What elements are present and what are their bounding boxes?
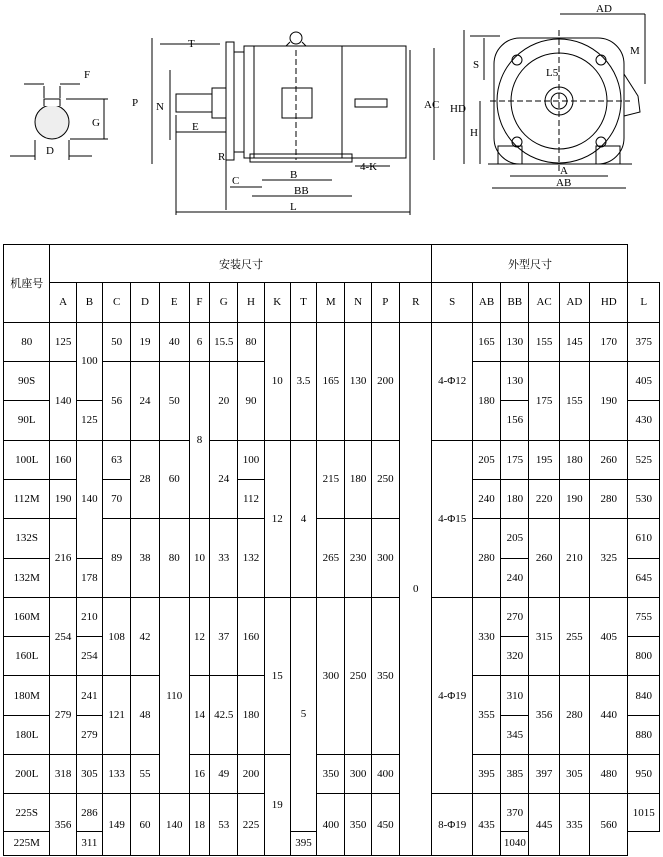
cell-D: 48 — [131, 676, 159, 755]
cell-K: 12 — [264, 440, 290, 597]
cell-AB: 240 — [472, 479, 500, 518]
cell-AB: 435 — [472, 794, 500, 856]
dim-label-B: B — [290, 169, 298, 181]
cell-A: 254 — [50, 597, 76, 676]
cell-AB: 165 — [472, 322, 500, 361]
cell-AD: 335 — [559, 794, 589, 856]
cell-D: 42 — [131, 597, 159, 676]
cell-C: 50 — [103, 322, 131, 361]
cell-E: 40 — [159, 322, 189, 361]
cell-B: 178 — [76, 558, 102, 597]
cell-AC: 260 — [529, 519, 559, 598]
cell-BB: 270 — [501, 597, 529, 636]
cell-G: 24 — [210, 440, 238, 519]
cell-F: 8 — [189, 361, 209, 518]
dim-label-L: L — [290, 201, 297, 213]
cell-K: 15 — [264, 597, 290, 754]
cell-L: 755 — [628, 597, 660, 636]
frame-cell: 200L — [4, 755, 50, 794]
cell-H: 200 — [238, 755, 264, 794]
cell-AD: 280 — [559, 676, 589, 755]
cell-N: 230 — [345, 519, 371, 598]
cell-HD: 260 — [590, 440, 628, 479]
cell-A: 140 — [50, 361, 76, 440]
dim-label-M: M — [630, 45, 640, 57]
cell-L: 880 — [628, 715, 660, 754]
cell-C: 56 — [103, 361, 131, 440]
cell-N: 350 — [345, 794, 371, 856]
cell-A: 279 — [50, 676, 76, 755]
cell-B: 125 — [76, 401, 102, 440]
cell-H: 132 — [238, 519, 264, 598]
cell-T: 4 — [290, 440, 316, 597]
cell-A: 318 — [50, 755, 76, 794]
cell-AC: 220 — [529, 479, 559, 518]
cell-BB: 385 — [501, 755, 529, 794]
motor-dimension-drawing — [0, 0, 663, 236]
cell-P: 250 — [371, 440, 399, 519]
cell-T: 3.5 — [290, 322, 316, 440]
cell-P: 300 — [371, 519, 399, 598]
cell-S: 8-Φ19 — [432, 794, 472, 856]
cell-C: 133 — [103, 755, 131, 794]
cell-S: 4-Φ15 — [432, 440, 472, 597]
cell-H: 90 — [238, 361, 264, 440]
cell-D: 55 — [131, 755, 159, 794]
col-header-K: K — [264, 283, 290, 322]
cell-H: 112 — [238, 479, 264, 518]
cell-M: 165 — [317, 322, 345, 440]
cell-BB: 310 — [501, 676, 529, 715]
cell-BB: 320 — [501, 637, 529, 676]
dim-label-D: D — [46, 145, 54, 157]
cell-D: 19 — [131, 322, 159, 361]
cell-L: 530 — [628, 479, 660, 518]
cell-AD: 305 — [559, 755, 589, 794]
col-header-AD: AD — [559, 283, 589, 322]
cell-D: 38 — [131, 519, 159, 598]
cell-AC: 397 — [529, 755, 559, 794]
cell-BB: 156 — [501, 401, 529, 440]
cell-AD: 210 — [559, 519, 589, 598]
cell-G: 49 — [210, 755, 238, 794]
cell-AD: 145 — [559, 322, 589, 361]
frame-size-header: 机座号 — [4, 245, 50, 323]
cell-A: 190 — [50, 479, 76, 518]
table-row — [4, 794, 660, 831]
dim-label-4K: 4-K — [360, 161, 378, 173]
cell-G: 42.5 — [210, 676, 238, 755]
frame-cell: 160L — [4, 637, 50, 676]
col-header-P: P — [371, 283, 399, 322]
cell-AB: 205 — [472, 440, 500, 479]
cell-N: 130 — [345, 322, 371, 440]
cell-F: 12 — [189, 597, 209, 676]
cell-B: 305 — [76, 755, 102, 794]
cell-AB: 330 — [472, 597, 500, 676]
col-header-F: F — [189, 283, 209, 322]
col-header-D: D — [131, 283, 159, 322]
cell-P: 400 — [371, 755, 399, 794]
cell-K: 19 — [264, 755, 290, 856]
cell-AC: 315 — [529, 597, 559, 676]
cell-E: 80 — [159, 519, 189, 598]
cell-B: 210 — [76, 597, 102, 636]
install-dimensions-header: 安装尺寸 — [50, 245, 432, 283]
col-header-S: S — [432, 283, 472, 322]
cell-AC: 175 — [529, 361, 559, 440]
cell-N: 180 — [345, 440, 371, 519]
cell-M: 265 — [317, 519, 345, 598]
cell-HD: 405 — [590, 597, 628, 676]
col-header-AC: AC — [529, 283, 559, 322]
cell-F: 18 — [189, 794, 209, 856]
dim-label-R: R — [218, 151, 226, 163]
cell-H: 225 — [238, 794, 264, 856]
cell-BB: 130 — [501, 322, 529, 361]
cell-A: 125 — [50, 322, 76, 361]
col-header-T: T — [290, 283, 316, 322]
col-header-C: C — [103, 283, 131, 322]
table-row — [4, 597, 660, 636]
dim-label-T: T — [188, 38, 195, 50]
cell-L: 610 — [628, 519, 660, 558]
cell-N: 300 — [345, 755, 371, 794]
cell-B: 286 — [76, 794, 102, 831]
col-header-R: R — [400, 283, 432, 322]
cell-L: 800 — [628, 637, 660, 676]
cell-C: 108 — [103, 597, 131, 676]
dim-label-G: G — [92, 117, 100, 129]
col-header-G: G — [210, 283, 238, 322]
cell-HD: 190 — [590, 361, 628, 440]
table-row — [4, 519, 660, 558]
cell-BB: 240 — [501, 558, 529, 597]
cell-P: 350 — [371, 597, 399, 754]
col-header-AB: AB — [472, 283, 500, 322]
dim-label-F: F — [84, 69, 91, 81]
cell-C: 89 — [103, 519, 131, 598]
col-header-B: B — [76, 283, 102, 322]
cell-L: 950 — [628, 755, 660, 794]
cell-L: 375 — [628, 322, 660, 361]
col-header-H: H — [238, 283, 264, 322]
cell-A: 216 — [50, 519, 76, 598]
cell-P: 450 — [371, 794, 399, 856]
col-header-BB: BB — [501, 283, 529, 322]
cell-S: 4-Φ12 — [432, 322, 472, 440]
cell-D: 60 — [131, 794, 159, 856]
cell-HD: 325 — [590, 519, 628, 598]
cell-E: 140 — [159, 794, 189, 856]
cell-AC: 356 — [529, 676, 559, 755]
frame-cell: 225S — [4, 794, 50, 831]
col-header-HD: HD — [590, 283, 628, 322]
dim-label-BB: BB — [294, 185, 309, 197]
dim-label-N: N — [156, 101, 164, 113]
cell-B: 140 — [76, 440, 102, 558]
cell-AB: 355 — [472, 676, 500, 755]
frame-cell: 180M — [4, 676, 50, 715]
cell-C: 63 — [103, 440, 131, 479]
cell-F: 16 — [189, 755, 209, 794]
cell-P: 200 — [371, 322, 399, 440]
dim-label-HD: HD — [450, 103, 466, 115]
cell-F: 6 — [189, 322, 209, 361]
cell-F: 10 — [189, 519, 209, 598]
dim-label-A: A — [560, 165, 568, 177]
frame-cell: 80 — [4, 322, 50, 361]
cell-M: 215 — [317, 440, 345, 519]
cell-B: 100 — [76, 322, 102, 401]
cell-N: 250 — [345, 597, 371, 754]
table-row — [4, 322, 660, 361]
col-header-L: L — [628, 283, 660, 322]
cell-L: 405 — [628, 361, 660, 400]
cell-C: 121 — [103, 676, 131, 755]
cell-T: 5 — [290, 597, 316, 831]
frame-cell: 132M — [4, 558, 50, 597]
frame-cell: 180L — [4, 715, 50, 754]
cell-D: 24 — [131, 361, 159, 440]
table-row — [4, 755, 660, 794]
cell-BB: 370 — [501, 794, 529, 831]
dim-label-E: E — [192, 121, 199, 133]
cell-AB: 180 — [472, 361, 500, 440]
cell-M: 300 — [317, 597, 345, 754]
cell-G: 53 — [210, 794, 238, 856]
cell-HD: 170 — [590, 322, 628, 361]
cell-AD: 180 — [559, 440, 589, 479]
cell-S: 4-Φ19 — [432, 597, 472, 794]
outline-dimensions-header: 外型尺寸 — [432, 245, 628, 283]
frame-cell: 90L — [4, 401, 50, 440]
motor-front-view — [464, 14, 645, 188]
cell-H: 100 — [238, 440, 264, 479]
cell-B: 254 — [76, 637, 102, 676]
cell-BB: 205 — [501, 519, 529, 558]
cell-H: 180 — [238, 676, 264, 755]
cell-H: 160 — [238, 597, 264, 676]
cell-HD: 560 — [590, 794, 628, 856]
cell-K: 10 — [264, 322, 290, 440]
frame-cell: 132S — [4, 519, 50, 558]
cell-E: 60 — [159, 440, 189, 519]
cell-E: 110 — [159, 597, 189, 794]
frame-cell: 90S — [4, 361, 50, 400]
cell-L: 1015 — [628, 794, 660, 831]
cell-B: 279 — [76, 715, 102, 754]
cell-AD: 190 — [559, 479, 589, 518]
dim-label-AC: AC — [424, 99, 440, 111]
dim-label-AB: AB — [556, 177, 572, 189]
cell-AB: 395 — [472, 755, 500, 794]
cell-C: 149 — [103, 794, 131, 856]
cell-E: 50 — [159, 361, 189, 440]
cell-M: 400 — [317, 794, 345, 856]
cell-H: 80 — [238, 322, 264, 361]
col-header-N: N — [345, 283, 371, 322]
dim-label-AD: AD — [596, 3, 612, 15]
col-header-A: A — [50, 283, 76, 322]
cell-C: 70 — [103, 479, 131, 518]
cell-L: 840 — [628, 676, 660, 715]
cell-BB: 175 — [501, 440, 529, 479]
cell-G: 20 — [210, 361, 238, 440]
cell-G: 37 — [210, 597, 238, 676]
cell-BB: 180 — [501, 479, 529, 518]
cell-B: 311 — [76, 831, 102, 855]
cell-BB: 130 — [501, 361, 529, 400]
frame-cell: 100L — [4, 440, 50, 479]
cell-AD: 255 — [559, 597, 589, 676]
cell-A: 356 — [50, 794, 76, 856]
cell-M: 350 — [317, 755, 345, 794]
frame-cell: 112M — [4, 479, 50, 518]
dim-label-S: S — [473, 59, 480, 71]
cell-AC: 445 — [529, 794, 559, 856]
dim-label-H: H — [470, 127, 478, 139]
cell-G: 15.5 — [210, 322, 238, 361]
cell-AD: 155 — [559, 361, 589, 440]
cell-D: 28 — [131, 440, 159, 519]
cell-B: 241 — [76, 676, 102, 715]
cell-A: 160 — [50, 440, 76, 479]
cell-F: 14 — [189, 676, 209, 755]
dimension-table — [3, 244, 660, 856]
cell-L: 645 — [628, 558, 660, 597]
cell-BB: 395 — [290, 831, 316, 855]
cell-L: 430 — [628, 401, 660, 440]
cell-HD: 480 — [590, 755, 628, 794]
frame-cell: 225M — [4, 831, 50, 855]
table-row — [4, 440, 660, 479]
col-header-M: M — [317, 283, 345, 322]
cell-HD: 440 — [590, 676, 628, 755]
cell-L: 1040 — [501, 831, 529, 855]
cell-HD: 280 — [590, 479, 628, 518]
frame-cell: 160M — [4, 597, 50, 636]
cell-L: 525 — [628, 440, 660, 479]
dim-label-P: P — [132, 97, 139, 109]
cell-AB: 280 — [472, 519, 500, 598]
dim-label-C: C — [232, 175, 240, 187]
cell-G: 33 — [210, 519, 238, 598]
cell-AC: 195 — [529, 440, 559, 479]
dim-label-L5: L5 — [546, 67, 559, 79]
col-header-E: E — [159, 283, 189, 322]
cell-BB: 345 — [501, 715, 529, 754]
cell-R: 0 — [400, 322, 432, 855]
cell-AC: 155 — [529, 322, 559, 361]
